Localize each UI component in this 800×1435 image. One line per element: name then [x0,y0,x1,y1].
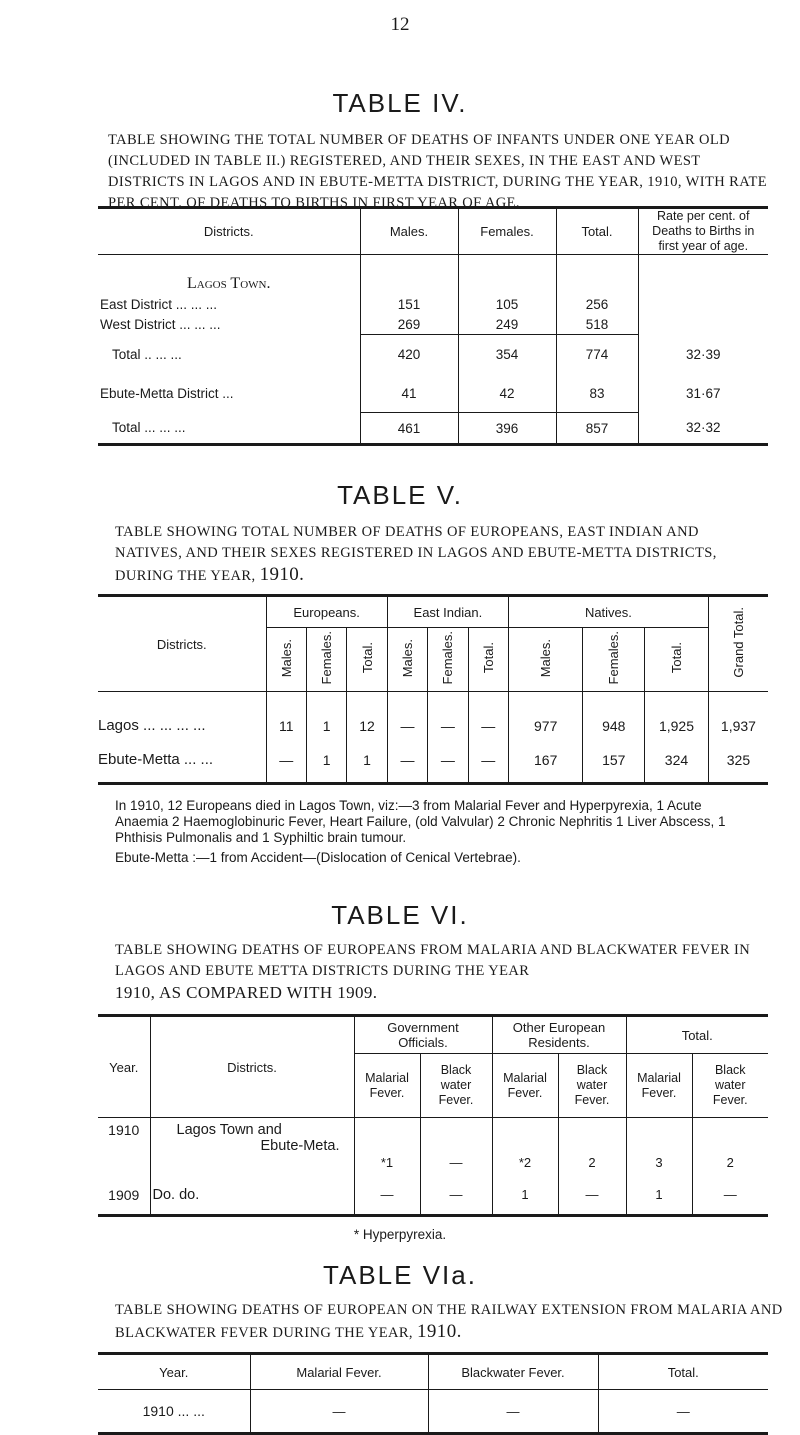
t5-grand-total-label: Grand Total. [730,607,746,678]
t4-header-total: Total. [556,208,638,255]
t5-cell: 1 [306,692,346,738]
t5-cell: — [468,738,508,784]
t6-header-government-officials: Government Officials. [354,1016,492,1054]
table-v-note-ebute-metta: Ebute-Metta :—1 from Accident—(Dislocation of Cenical Vertebrae). [115,850,521,865]
t4-cell: 42 [458,375,556,413]
t4-cell [638,295,768,315]
t6-sub-malarial: Malarial Fever. [354,1054,420,1118]
t4-cell: 83 [556,375,638,413]
t4-cell: 420 [360,335,458,375]
t4-cell: 518 [556,315,638,335]
table-vi-footnote: * Hyperpyrexia. [353,1227,447,1242]
t6a-header-total: Total. [598,1354,768,1390]
table-via [98,1352,768,1435]
t6-cell: *2 [492,1118,558,1176]
t5-cell: 1,937 [708,692,768,738]
t5-cell: 948 [583,692,645,738]
page-number: 12 [390,14,410,35]
t4-cell: 857 [556,413,638,445]
t4-header-females: Females. [458,208,556,255]
t4-cell: 461 [360,413,458,445]
t6-row-district-line1: Lagos Town and [176,1122,282,1138]
table-row [98,375,768,413]
t6-cell: 2 [692,1118,768,1176]
t5-sub-females: Females. [606,631,622,685]
table-v-caption-text: TABLE SHOWING TOTAL NUMBER OF DEATHS OF EUROPEANS, EAST INDIAN AND NATIVES, AND THEIR SEXES REGISTERED IN LAGOS AND EBUTE-METTA DISTRICTS, DURING THE YEAR, [115,524,717,584]
t6-cell: — [354,1176,420,1216]
table-via-caption-text: TABLE SHOWING DEATHS OF EUROPEAN ON THE RAILWAY EXTENSION FROM MALARIA AND BLACKWATER FEVER DURING THE YEAR, [115,1302,783,1341]
t6a-header-malarial: Malarial Fever. [250,1354,428,1390]
table-v-caption-year: 1910. [259,564,305,585]
t6-sub-malarial: Malarial Fever. [626,1054,692,1118]
t4-row-district: West District ... ... ... [100,317,221,332]
t6-header-districts: Districts. [150,1016,354,1118]
t4-cell: 396 [458,413,556,445]
t4-cell: 256 [556,295,638,315]
table-row [98,295,768,315]
table-row [98,1118,768,1176]
t6-header-total: Total. [626,1016,768,1054]
t5-row-district: Lagos ... ... ... ... [98,716,206,734]
t6-row-year: 1909 [108,1186,140,1203]
t5-cell: — [468,692,508,738]
t6-cell: 3 [626,1118,692,1176]
table-vi-caption-text: TABLE SHOWING DEATHS OF EUROPEANS FROM MALARIA AND BLACKWATER FEVER IN LAGOS AND EBUTE METTA DISTRICTS DURING THE YEAR [115,942,751,979]
t6a-header-blackwater: Blackwater Fever. [428,1354,598,1390]
t6-cell: 1 [492,1176,558,1216]
t5-header-europeans: Europeans. [266,596,387,628]
t5-sub-females: Females. [319,631,335,685]
t6-header-year: Year. [98,1016,150,1118]
t5-sub-total: Total. [480,642,496,674]
t4-cell [638,315,768,335]
t6-header-other-residents: Other European Residents. [492,1016,626,1054]
t5-sub-females: Females. [440,631,456,685]
t6-cell: — [420,1118,492,1176]
t4-section-lagos-town: Lagos Town. [187,274,271,292]
table-via-heading: TABLE VIa. [323,1260,477,1290]
table-v-caption [115,522,765,587]
t4-cell: 105 [458,295,556,315]
t6-sub-blackwater: Black water Fever. [420,1054,492,1118]
t4-header-districts: Districts. [98,208,360,255]
t4-cell: 151 [360,295,458,315]
t4-row-district: Total .. ... ... [112,347,182,362]
t4-row-district: Total ... ... ... [112,420,186,436]
table-row [98,413,768,445]
t4-cell: 354 [458,335,556,375]
t6a-header-year: Year. [98,1354,250,1390]
table-via-caption [115,1300,785,1344]
table-via-caption-year: 1910. [417,1321,462,1342]
t5-cell: 324 [645,738,709,784]
t6-sub-blackwater: Black water Fever. [558,1054,626,1118]
t5-cell: 12 [347,692,387,738]
table-iv [98,206,768,446]
t6a-cell: — [250,1390,428,1434]
t4-cell: 774 [556,335,638,375]
t6-sub-malarial: Malarial Fever. [492,1054,558,1118]
t6-cell: 1 [626,1176,692,1216]
table-vi-heading: TABLE VI. [331,900,469,930]
t6-cell: — [420,1176,492,1216]
t5-cell: 1,925 [645,692,709,738]
t4-cell: 32·32 [638,413,768,445]
t5-cell: 1 [306,738,346,784]
t5-cell: 1 [347,738,387,784]
t5-sub-total: Total. [668,642,684,674]
t5-cell: — [387,738,427,784]
t5-cell: — [428,692,468,738]
t4-cell: 41 [360,375,458,413]
t5-cell: — [428,738,468,784]
t5-sub-males: Males. [278,638,294,678]
t5-cell: 11 [266,692,306,738]
t4-row-district: Ebute-Metta District ... [100,386,234,401]
t5-cell: — [387,692,427,738]
table-v-note-europeans: In 1910, 12 Europeans died in Lagos Town, viz:—3 from Malarial Fever and Hyperpyrexia, 1 Acute Anaemia 2 Haemoglobinuric Fever, Heart Failure, (old Valvular) 2 Chronic Nephritis 1 Liver Abscess, 1 Phthisis Pulmonalis and 1 Syphiltic brain tumour. [115,798,726,845]
t5-cell: 325 [708,738,768,784]
t6-row-district-line2: Ebute-Meta. [260,1138,340,1154]
t6a-cell: — [428,1390,598,1434]
table-v-heading: TABLE V. [337,480,463,510]
t6-cell: 2 [558,1118,626,1176]
t5-cell: 977 [508,692,582,738]
t4-row-district: East District ... ... ... [100,297,218,312]
table-row [98,1390,768,1434]
t5-header-grand-total [708,596,768,692]
t6-cell: — [558,1176,626,1216]
t4-cell: 32·39 [638,335,768,375]
t5-cell: 157 [583,738,645,784]
table-row [98,315,768,335]
t6-row-district [150,1118,354,1176]
table-vi-caption-line2: 1910, AS COMPARED WITH 1909. [115,983,378,1002]
t6-cell: — [692,1176,768,1216]
t6a-row-year: 1910 ... ... [142,1403,205,1419]
table-iv-heading: TABLE IV. [332,88,468,118]
t6a-cell: — [598,1390,768,1434]
t4-cell: 269 [360,315,458,335]
table-vi-caption [115,940,775,1003]
t6-cell: *1 [354,1118,420,1176]
t5-sub-males: Males. [399,638,415,678]
t4-header-rate: Rate per cent. of Deaths to Births in first year of age. [638,208,768,255]
t5-sub-males: Males. [538,638,554,678]
t5-sub-total: Total. [359,642,375,674]
t6-row-year: 1910 [108,1122,140,1138]
t4-header-males: Males. [360,208,458,255]
table-v [98,594,768,785]
table-vi [98,1014,768,1217]
table-row [98,1176,768,1216]
t4-cell: 31·67 [638,375,768,413]
t5-cell: — [266,738,306,784]
t5-row-district: Ebute-Metta ... ... [98,751,214,769]
t4-cell: 249 [458,315,556,335]
table-row [98,335,768,375]
t5-cell: 167 [508,738,582,784]
t5-header-districts: Districts. [98,596,266,692]
t6-row-district: Do. do. [150,1176,354,1216]
table-iv-caption: TABLE SHOWING THE TOTAL NUMBER OF DEATHS OF INFANTS UNDER ONE YEAR OLD (INCLUDED IN TABLE II.) REGISTERED, AND THEIR SEXES, IN THE EAST AND WEST DISTRICTS IN LAGOS AND IN EBUTE-METTA DISTRICT, DURING THE YEAR, 1910, WITH RATE PER CENT. OF DEATHS TO BIRTHS IN FIRST YEAR OF AGE. [108,132,768,211]
table-row [98,738,768,784]
t5-header-east-indian: East Indian. [387,596,508,628]
t6-sub-blackwater: Black water Fever. [692,1054,768,1118]
table-row [98,692,768,738]
t5-header-natives: Natives. [508,596,708,628]
